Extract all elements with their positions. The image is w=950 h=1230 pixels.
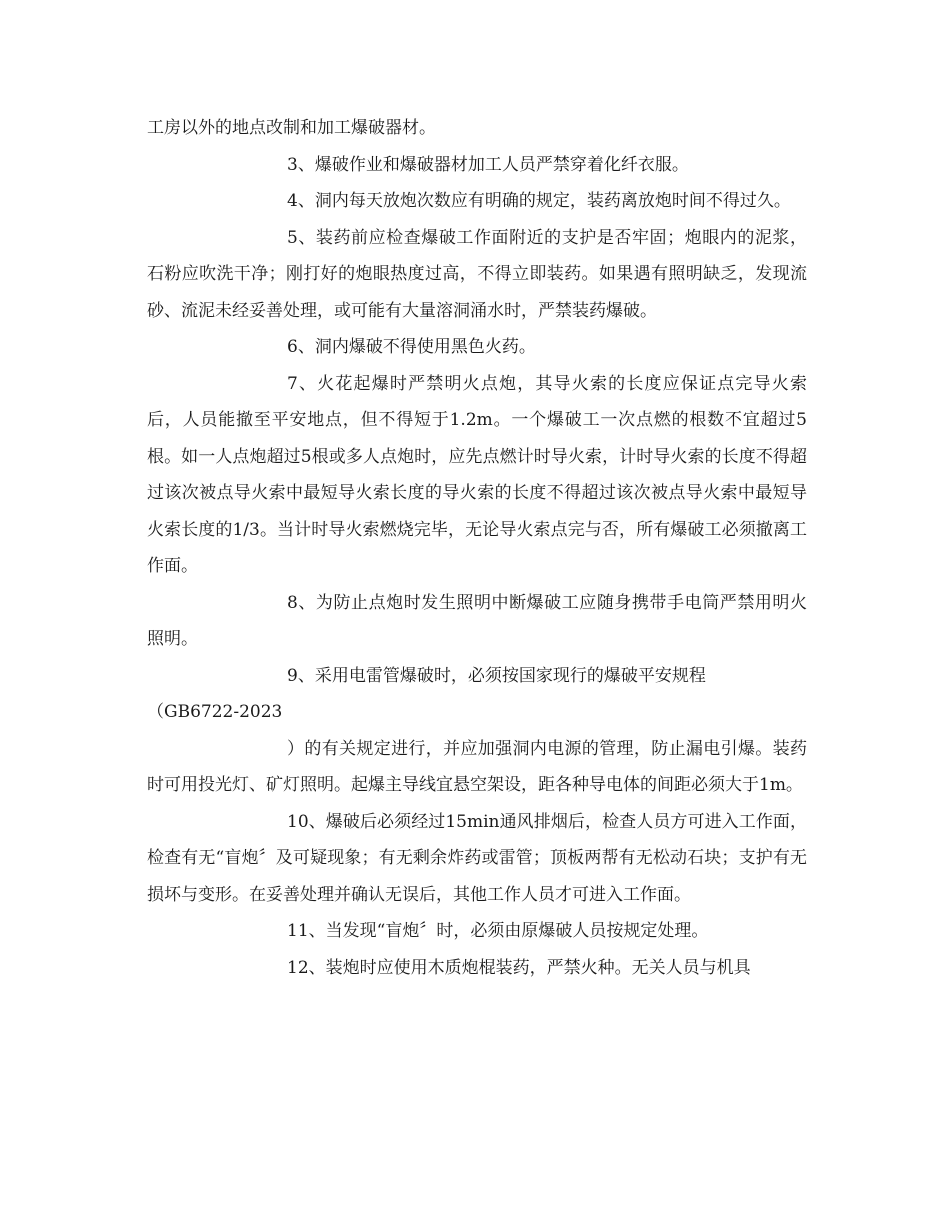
document-body — [147, 110, 807, 986]
paragraph-item-9: 9、采用电雷管爆破时，必须按国家现行的爆破平安规程 — [287, 665, 706, 686]
paragraph-continuation: 工房以外的地点改制和加工爆破器材。 — [147, 118, 436, 138]
paragraph-item-10: 10、爆破后必须经过15min通风排烟后，检查人员方可进入工作面，检查有无“盲炮〞及可疑现象；有无剩余炸药或雷管；顶板两帮有无松动石块；支护有无损坏与变形。在妥善处理并确认无误后，其他工作人员才可进入工作面。 — [147, 811, 807, 905]
paragraph-item-5: 5、装药前应检查爆破工作面附近的支护是否牢固；炮眼内的泥浆，石粉应吹洗干净；刚打好的炮眼热度过高，不得立即装药。如果遇有照明缺乏，发现流砂、流泥未经妥善处理，或可能有大量溶洞涌水时，严禁装药爆破。 — [147, 227, 807, 321]
paragraph-item-6: 6、洞内爆破不得使用黑色火药。 — [287, 337, 536, 357]
paragraph-item-4: 4、洞内每天放炮次数应有明确的规定，装药离放炮时间不得过久。 — [287, 191, 791, 211]
paragraph-item-12: 12、装炮时应使用木质炮棍装药，严禁火种。无关人员与机具 — [287, 957, 751, 978]
paragraph-item-3: 3、爆破作业和爆破器材加工人员严禁穿着化纤衣服。 — [287, 154, 689, 175]
paragraph-item-8: 8、为防止点炮时发生照明中断爆破工应随身携带手电筒严禁用明火照明。 — [147, 592, 807, 649]
paragraph-item-7: 7、火花起爆时严禁明火点炮，其导火索的长度应保证点完导火索后，人员能撤至平安地点，但不得短于1.2m。一个爆破工一次点燃的根数不宜超过5根。如一人点炮超过5根或多人点炮时，应先点燃计时导火索，计时导火索的长度不得超过该次被点导火索中最短导火索长度的导火索的长度不得超过该次被点导火索中最短导火索长度的1/3。当计时导火索燃烧完毕，无论导火索点完与否，所有爆破工必须撤离工作面。 — [147, 373, 807, 576]
paragraph-item-9-standard-code: （GB6722-2023 — [147, 702, 283, 722]
paragraph-item-9-continuation: ）的有关规定进行，并应加强洞内电源的管理，防止漏电引爆。装药时可用投光灯、矿灯照明。起爆主导线宜悬空架设，距各种导电体的间距必须大于1m。 — [147, 738, 807, 795]
paragraph-item-11: 11、当发现“盲炮〞时，必须由原爆破人员按规定处理。 — [287, 921, 709, 941]
